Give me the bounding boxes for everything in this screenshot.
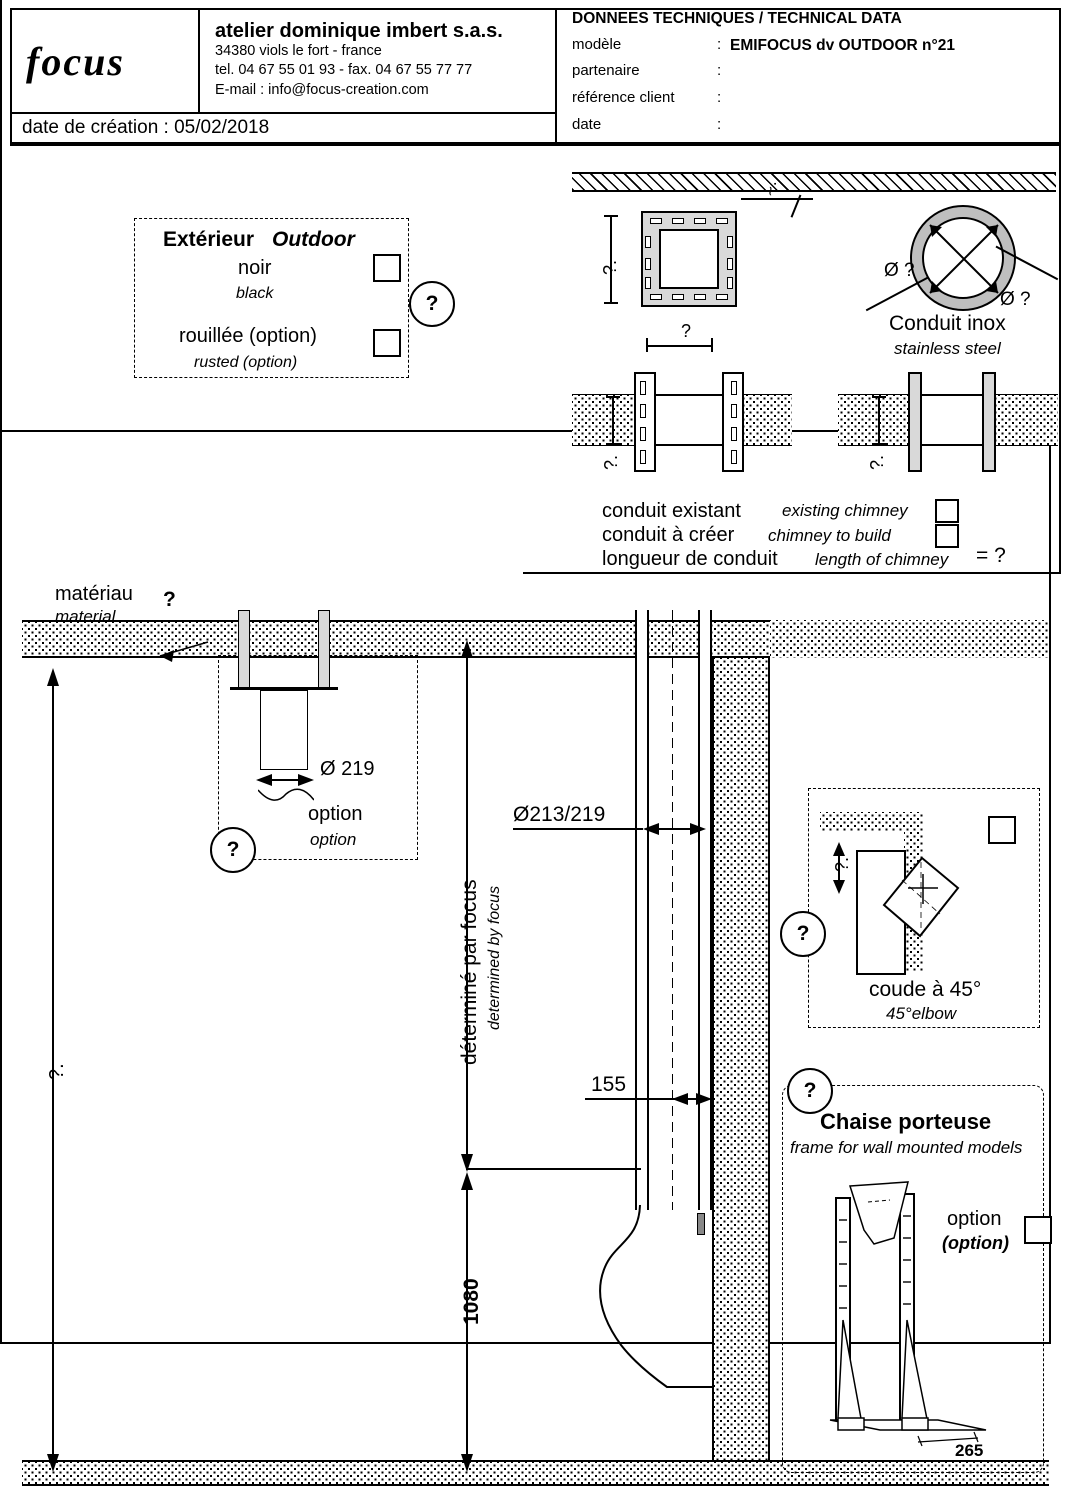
chimney-check-0-fr: conduit existant xyxy=(602,500,741,522)
focus-dim-extension xyxy=(466,1168,641,1170)
dim-1080-value: 1080 xyxy=(460,1278,483,1325)
dim-arrow-up xyxy=(458,640,476,660)
ceiling-hatch xyxy=(572,172,1056,192)
elbow-45-duct xyxy=(880,850,1000,940)
top-vertical-divider xyxy=(0,0,2,430)
duct-spigot xyxy=(260,690,308,770)
duct-wall-right xyxy=(982,372,996,472)
material-leader-arrow xyxy=(150,640,210,670)
focus-dim-fr: déterminé par focus xyxy=(458,879,481,1065)
focus-dim-en: determined by focus xyxy=(486,885,503,1030)
duct-slot xyxy=(694,218,706,224)
duct-slot xyxy=(716,218,728,224)
duct-right-wall xyxy=(318,610,330,690)
dim-duct-width: ? xyxy=(681,321,692,341)
duct-slot xyxy=(727,236,733,248)
chimney-check-1-en: chimney to build xyxy=(768,526,891,545)
option-label-fr: option xyxy=(308,803,363,825)
wall-vertical xyxy=(712,658,770,1460)
duct-slot xyxy=(727,277,733,289)
dim-tick xyxy=(604,215,618,217)
option-query-marker[interactable]: ? xyxy=(210,827,256,873)
flange-slot xyxy=(731,381,737,395)
dim-wall-thickness-right: ?. xyxy=(867,454,887,470)
chimney-check-0-en: existing chimney xyxy=(782,501,908,520)
chimney-length-value: = ? xyxy=(976,544,1006,567)
dim-top: ~. xyxy=(761,181,780,196)
dim-arrow-up xyxy=(831,842,847,858)
duct-edge xyxy=(922,444,982,446)
dim-line-vertical xyxy=(878,396,880,444)
duct-wall-left xyxy=(908,372,922,472)
chimney-length-en: length of chimney xyxy=(815,550,949,569)
ceiling-slab-right xyxy=(770,620,1049,658)
finish-query-marker[interactable]: ? xyxy=(409,281,455,327)
dim-arrow-down xyxy=(44,1452,62,1472)
checkbox-frame-option[interactable] xyxy=(1024,1216,1052,1244)
duct-slot xyxy=(645,258,651,270)
flange-slot xyxy=(640,450,646,464)
chimney-label-en: stainless steel xyxy=(894,339,1001,358)
dim-tick xyxy=(872,396,886,398)
field-value-modele: EMIFOCUS dv OUTDOOR n°21 xyxy=(730,37,955,54)
field-sep-date: : xyxy=(717,116,722,133)
elbow-title-en: 45°elbow xyxy=(886,1004,957,1023)
dim-tick xyxy=(606,396,620,398)
duct-opening-left xyxy=(656,394,722,446)
frame-option-en: (option) xyxy=(942,1233,1009,1253)
field-label-modele: modèle xyxy=(572,36,622,53)
frame-query-marker[interactable]: ? xyxy=(787,1068,833,1114)
creation-date: date de création : 05/02/2018 xyxy=(22,117,270,138)
flue-left-wall xyxy=(635,610,649,1210)
duct-edge xyxy=(656,444,722,446)
duct-edge xyxy=(922,394,982,396)
checkbox-chimney-to-build[interactable] xyxy=(935,524,959,548)
overall-height-value: ?. xyxy=(46,1063,68,1080)
duct-opening-right xyxy=(922,394,982,446)
flue-dim-leader xyxy=(513,828,643,830)
option-label-en: option xyxy=(310,830,357,849)
duct-slot xyxy=(694,294,706,300)
material-label-fr: matériau xyxy=(55,583,133,605)
finish-option-1-fr: rouillée (option) xyxy=(179,325,317,347)
leader-line xyxy=(741,198,813,200)
field-label-partenaire: partenaire xyxy=(572,62,640,79)
dim-155-value: 155 xyxy=(591,1073,627,1096)
dim-line-vertical xyxy=(612,396,614,444)
top-rule xyxy=(10,144,1061,146)
material-label-en: material xyxy=(55,607,116,626)
dim-arrow-up xyxy=(458,1172,476,1192)
dim-arrow-right xyxy=(688,821,706,837)
duct-slot xyxy=(672,218,684,224)
duct-left-wall xyxy=(238,610,250,690)
dim-arrow-left xyxy=(643,821,661,837)
duct-slot xyxy=(650,218,662,224)
finish-title-fr: Extérieur xyxy=(163,228,255,251)
flue-diameter: Ø213/219 xyxy=(513,803,606,826)
fireplace-body xyxy=(575,1205,715,1405)
chimney-check-1-fr: conduit à créer xyxy=(602,524,735,546)
flange-slot xyxy=(731,427,737,441)
fireplace-bracket xyxy=(697,1213,705,1235)
dim-tick xyxy=(711,338,713,352)
frame-title-fr: Chaise porteuse xyxy=(820,1109,992,1134)
dim-arrow-up xyxy=(44,668,62,688)
flange-slot xyxy=(731,450,737,464)
technical-data-title: DONNEES TECHNIQUES / TECHNICAL DATA xyxy=(572,10,902,27)
finish-title-en: Outdoor xyxy=(272,228,355,251)
duct-slot xyxy=(650,294,662,300)
duct-slot xyxy=(716,294,728,300)
finish-option-1-en: rusted (option) xyxy=(194,354,298,371)
elbow-query-marker[interactable]: ? xyxy=(780,911,826,957)
company-phone: tel. 04 67 55 01 93 - fax. 04 67 55 77 77 xyxy=(215,62,473,78)
frame-title-en: frame for wall mounted models xyxy=(790,1138,1023,1157)
company-email: E-mail : info@focus-creation.com xyxy=(215,82,429,98)
finish-option-0-fr: noir xyxy=(238,257,272,279)
square-duct-inner xyxy=(659,229,719,289)
dim-arrow-right xyxy=(694,1091,712,1107)
checkbox-elbow[interactable] xyxy=(988,816,1016,844)
field-sep-modele: : xyxy=(717,36,722,53)
duct-edge xyxy=(656,394,722,396)
dim-tick xyxy=(872,443,886,445)
duct-top-diameter: Ø 219 xyxy=(320,758,375,780)
duct-slot xyxy=(645,277,651,289)
checkbox-noir[interactable] xyxy=(373,254,401,282)
flange-slot xyxy=(640,404,646,418)
flange-slot xyxy=(640,427,646,441)
top-right-edge xyxy=(1059,144,1061,574)
flange-slot xyxy=(731,404,737,418)
dim-arrow-down xyxy=(831,878,847,894)
dim-wall-thickness-left: ?. xyxy=(601,454,621,470)
dim-arrow-left xyxy=(672,1091,690,1107)
chimney-label-fr: Conduit inox xyxy=(889,312,1006,335)
duct-slot xyxy=(672,294,684,300)
dim-tick xyxy=(606,443,620,445)
duct-diameter-right: Ø ? xyxy=(1000,289,1031,310)
top-right-bottom-rule xyxy=(523,572,1061,574)
chimney-length-fr: longueur de conduit xyxy=(602,548,778,570)
finish-option-0-en: black xyxy=(236,285,274,302)
dim-arrow-down xyxy=(458,1452,476,1472)
break-symbol xyxy=(258,786,314,808)
company-address: 34380 viols le fort - france xyxy=(215,43,382,59)
elbow-title-fr: coude à 45° xyxy=(869,978,982,1001)
brand-logo: focus xyxy=(26,39,125,84)
dim-duct-height: ?. xyxy=(600,259,620,275)
dim-line-horizontal xyxy=(646,345,712,347)
flange-slot xyxy=(640,381,646,395)
material-query: ? xyxy=(163,588,176,611)
duct-diameter-left: Ø ? xyxy=(884,260,915,281)
field-label-date: date xyxy=(572,116,602,133)
field-sep-partenaire: : xyxy=(717,62,722,79)
frame-option-fr: option xyxy=(947,1208,1002,1230)
field-label-reference: référence client xyxy=(572,89,675,106)
field-sep-reference: : xyxy=(717,89,722,106)
checkbox-existing-chimney[interactable] xyxy=(935,499,959,523)
duct-slot xyxy=(645,236,651,248)
elbow-dim: ?. xyxy=(832,856,852,872)
dim-tick xyxy=(646,338,648,352)
frame-dim-265: 265 xyxy=(955,1441,984,1460)
company-name: atelier dominique imbert s.a.s. xyxy=(215,20,503,42)
dim-tick xyxy=(604,302,618,304)
checkbox-rouillee[interactable] xyxy=(373,329,401,357)
duct-slot xyxy=(727,258,733,270)
flue-centerline xyxy=(672,610,673,1210)
flue-right-wall xyxy=(698,610,712,1210)
